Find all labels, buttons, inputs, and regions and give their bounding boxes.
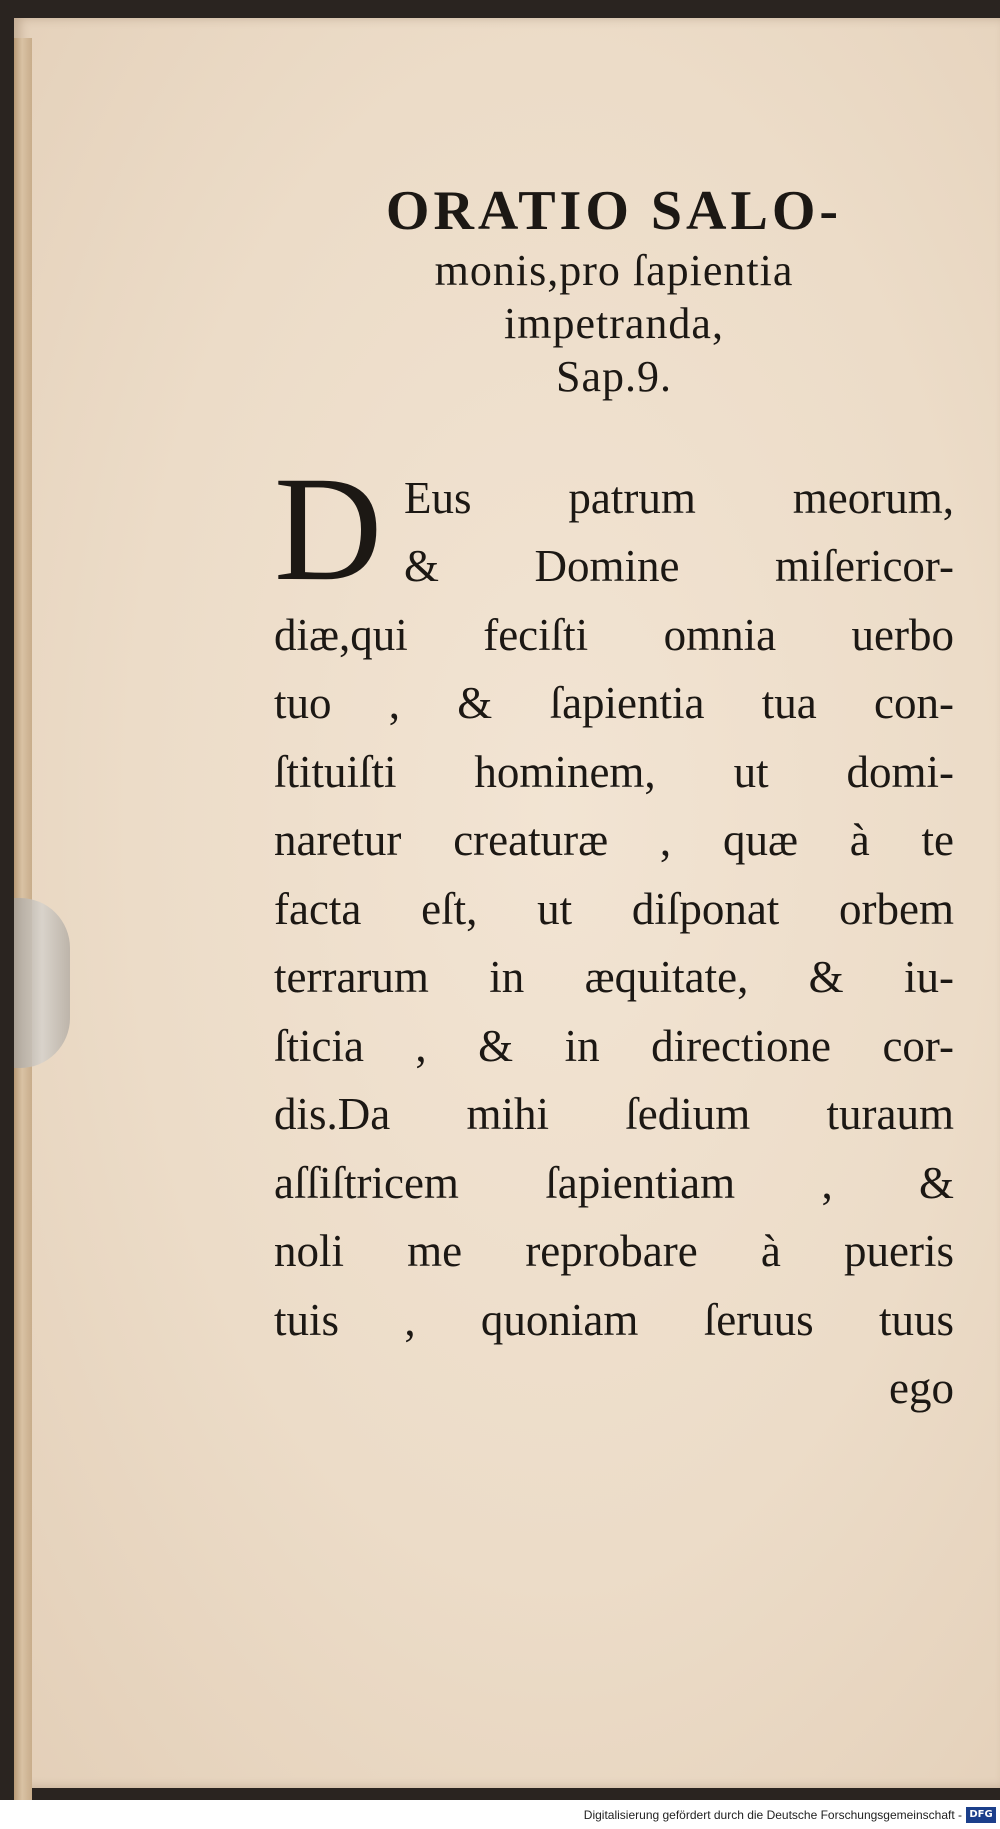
body-line: noli me reprobare à pueris	[274, 1226, 954, 1277]
heading-line-4: Sap.9.	[556, 351, 672, 401]
body-line: ſticia , & in directione cor-	[274, 1020, 954, 1071]
digitization-footer	[0, 1800, 1000, 1829]
body-line: terrarum in æquitate, & iu-	[274, 952, 954, 1003]
body-line: Eus patrum meorum,	[404, 472, 954, 523]
body-line: aſſiſtricem ſapientiam , &	[274, 1157, 954, 1208]
heading-line-1: ORATIO SALO-	[385, 180, 843, 242]
body-line: & Domine miſericor-	[404, 541, 954, 592]
catchword: ego	[889, 1363, 954, 1414]
body-line: tuis , quoniam ſeruus tuus	[274, 1294, 954, 1345]
dfg-logo-icon: DFG	[966, 1807, 996, 1823]
text-block	[274, 178, 954, 1423]
body-line: tuo , & ſapientia tua con-	[274, 678, 954, 729]
body-line: diæ,qui feciſti omnia uerbo	[274, 609, 954, 660]
body-line: ſtituiſti hominem, ut domi-	[274, 746, 954, 797]
heading	[274, 178, 954, 404]
prayer-body	[274, 445, 954, 1423]
heading-line-2: monis,pro ſapientia	[434, 246, 794, 296]
page-clip	[14, 898, 70, 1068]
body-line: dis.Da mihi ſedium turaum	[274, 1089, 954, 1140]
funding-notice: Digitalisierung gefördert durch die Deutsche Forschungsgemeinschaft -	[583, 1808, 962, 1822]
body-line: facta eſt, ut diſponat orbem	[274, 883, 954, 934]
body-line: naretur creaturæ , quæ à te	[274, 815, 954, 866]
book-page	[14, 18, 1000, 1788]
heading-line-3: impetranda,	[504, 298, 724, 348]
drop-cap-initial: D	[274, 445, 383, 612]
